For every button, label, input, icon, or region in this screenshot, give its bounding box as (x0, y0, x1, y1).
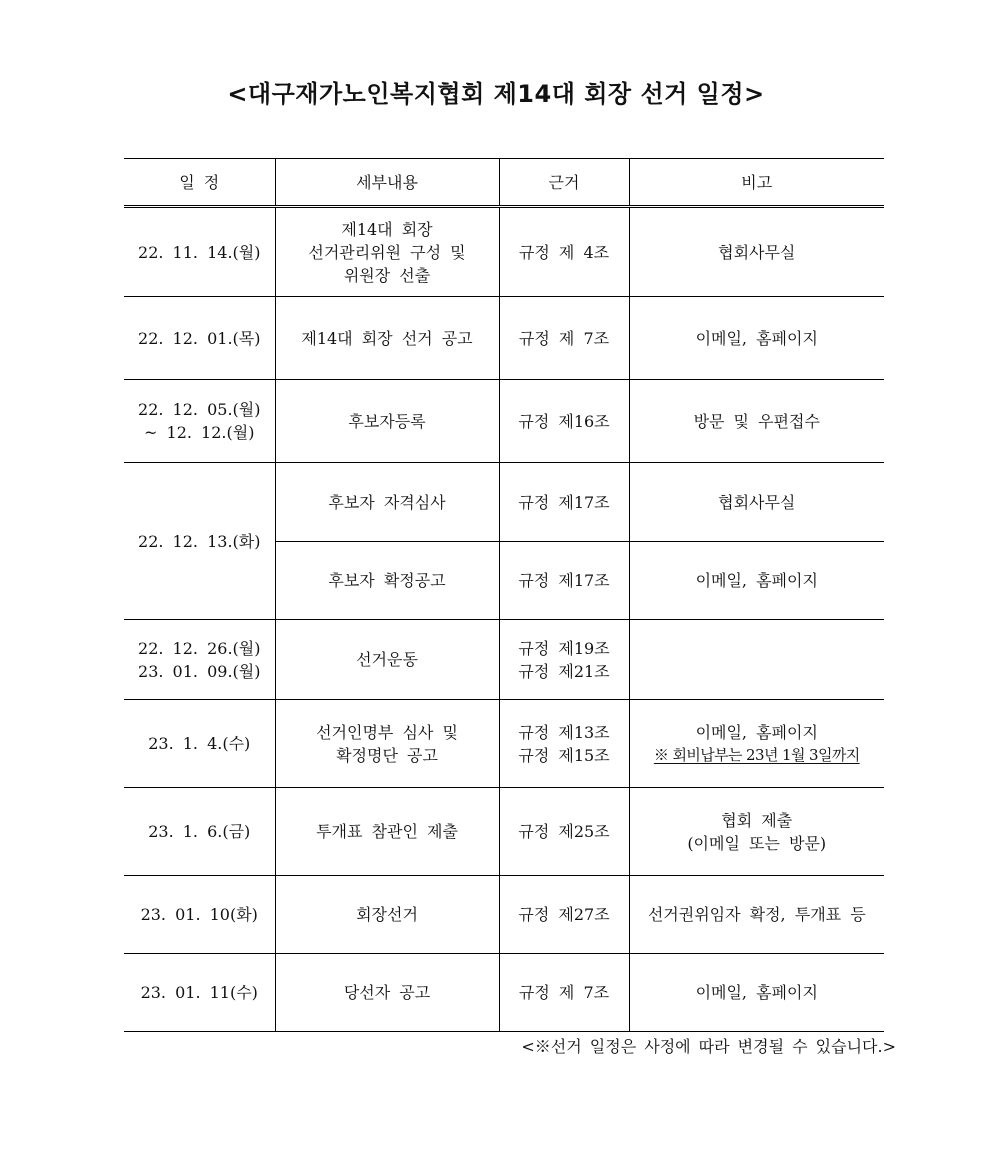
table-row (124, 297, 884, 380)
date-cell: 23. 1. 6.(금) (124, 788, 275, 876)
date-cell: 23. 1. 4.(수) (124, 700, 275, 788)
table-row (124, 207, 884, 297)
table-row (124, 463, 884, 542)
content-cell: 회장선거 (275, 876, 499, 954)
note-cell (629, 620, 884, 700)
header-basis: 근거 (499, 159, 629, 207)
header-content: 세부내용 (275, 159, 499, 207)
note-cell: 선거권위임자 확정, 투개표 등 (629, 876, 884, 954)
basis-cell: 규정 제 4조 (499, 207, 629, 297)
content-cell: 선거운동 (275, 620, 499, 700)
content-cell: 후보자등록 (275, 380, 499, 463)
schedule-table (124, 158, 884, 1032)
content-cell: 투개표 참관인 제출 (275, 788, 499, 876)
table-row (124, 788, 884, 876)
table-header-row (124, 159, 884, 207)
note-cell: 협회 제출 (이메일 또는 방문) (629, 788, 884, 876)
content-cell: 제14대 회장 선거관리위원 구성 및 위원장 선출 (275, 207, 499, 297)
note-cell: 협회사무실 (629, 463, 884, 542)
table-row (124, 620, 884, 700)
note-cell: 협회사무실 (629, 207, 884, 297)
basis-cell: 규정 제 7조 (499, 954, 629, 1032)
date-cell: 23. 01. 10(화) (124, 876, 275, 954)
date-cell: 22. 12. 13.(화) (124, 463, 275, 620)
note-cell: 이메일, 홈페이지 (629, 954, 884, 1032)
header-note: 비고 (629, 159, 884, 207)
basis-cell: 규정 제25조 (499, 788, 629, 876)
content-cell: 후보자 자격심사 (275, 463, 499, 542)
basis-cell: 규정 제 7조 (499, 297, 629, 380)
date-cell: 22. 12. 05.(월) ~ 12. 12.(월) (124, 380, 275, 463)
table-row (124, 954, 884, 1032)
content-cell: 당선자 공고 (275, 954, 499, 1032)
table-row (124, 380, 884, 463)
date-cell: 22. 11. 14.(월) (124, 207, 275, 297)
table-row (124, 700, 884, 788)
header-date: 일 정 (124, 159, 275, 207)
table-row (124, 876, 884, 954)
basis-cell: 규정 제27조 (499, 876, 629, 954)
note-cell: 이메일, 홈페이지 (629, 297, 884, 380)
content-cell: 후보자 확정공고 (275, 542, 499, 620)
note-cell: 이메일, 홈페이지 (629, 542, 884, 620)
basis-cell: 규정 제16조 (499, 380, 629, 463)
basis-cell: 규정 제13조 규정 제15조 (499, 700, 629, 788)
date-cell: 22. 12. 01.(목) (124, 297, 275, 380)
date-cell: 23. 01. 11(수) (124, 954, 275, 1032)
content-cell: 선거인명부 심사 및 확정명단 공고 (275, 700, 499, 788)
basis-cell: 규정 제17조 (499, 542, 629, 620)
schedule-footnote: <※선거 일정은 사정에 따라 변경될 수 있습니다.> (521, 1037, 896, 1056)
dues-deadline-note: ※ 회비납부는 23년 1월 3일까지 (653, 745, 860, 764)
note-cell: 방문 및 우편접수 (629, 380, 884, 463)
note-cell: 이메일, 홈페이지 ※ 회비납부는 23년 1월 3일까지 (629, 700, 884, 788)
basis-cell: 규정 제19조 규정 제21조 (499, 620, 629, 700)
content-cell: 제14대 회장 선거 공고 (275, 297, 499, 380)
basis-cell: 규정 제17조 (499, 463, 629, 542)
page-title: <대구재가노인복지협회 제14대 회장 선거 일정> (227, 80, 765, 108)
date-cell: 22. 12. 26.(월) 23. 01. 09.(월) (124, 620, 275, 700)
